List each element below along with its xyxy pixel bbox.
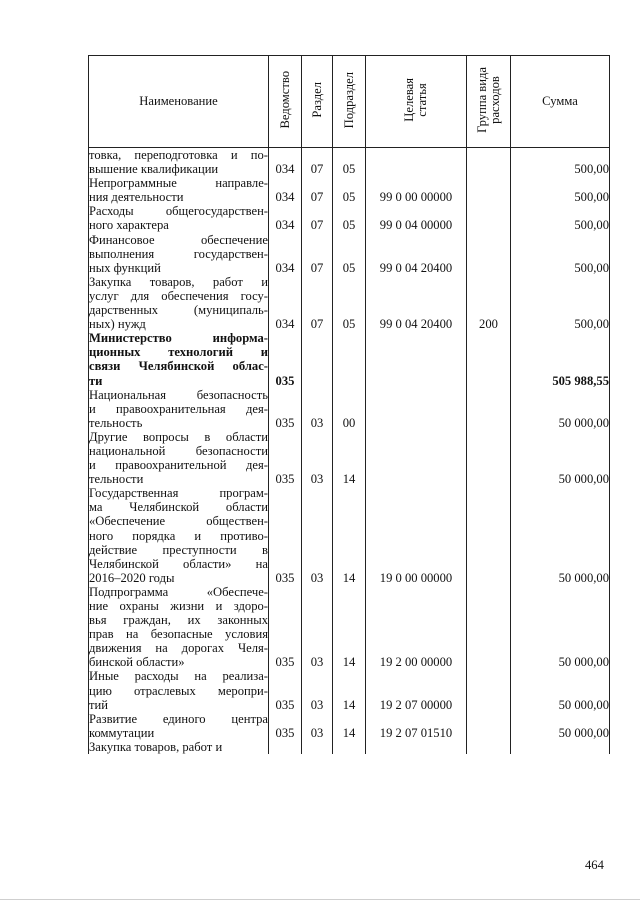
row-gruppa-vida	[467, 430, 511, 486]
header-gruppa-label: Группа вида расходов	[474, 67, 502, 133]
row-name-line: Развитие единого центра	[89, 711, 268, 726]
row-podrazdel: 14	[333, 486, 366, 585]
budget-table	[88, 55, 610, 754]
row-summa: 50 000,00	[511, 430, 610, 486]
table-row	[89, 669, 610, 711]
row-name	[89, 176, 269, 204]
row-razdel: 07	[302, 233, 333, 275]
row-name-line: Государственная програм-	[89, 486, 268, 501]
row-name-line: национальной безопасности	[89, 443, 268, 458]
table-row	[89, 712, 610, 740]
page-number: 464	[585, 858, 604, 872]
row-razdel: 07	[302, 148, 333, 177]
row-name	[89, 712, 269, 740]
row-podrazdel: 14	[333, 430, 366, 486]
row-summa: 505 988,55	[511, 331, 610, 387]
header-name: Наименование	[89, 56, 269, 148]
row-podrazdel: 05	[333, 148, 366, 177]
row-gruppa-vida	[467, 669, 511, 711]
row-celevaya-statya: 99 0 04 20400	[366, 233, 467, 275]
row-name	[89, 148, 269, 177]
header-celevaya-label: Целевая статья	[402, 78, 429, 122]
row-summa: 500,00	[511, 233, 610, 275]
header-vedomstvo-label: Ведомство	[277, 71, 292, 129]
row-name-line: Челябинской области» на	[89, 556, 268, 571]
row-name-line: ма Челябинской области	[89, 500, 268, 515]
row-gruppa-vida	[467, 233, 511, 275]
header-razdel-label: Раздел	[309, 82, 324, 118]
header-vedomstvo	[269, 56, 302, 148]
table-row	[89, 204, 610, 232]
header-razdel	[302, 56, 333, 148]
row-podrazdel: 14	[333, 669, 366, 711]
row-vedomstvo: 035	[269, 486, 302, 585]
row-summa: 50 000,00	[511, 712, 610, 740]
table-row	[89, 486, 610, 585]
row-celevaya-statya	[366, 148, 467, 177]
row-name-line: бинской области»	[89, 655, 185, 670]
row-gruppa-vida	[467, 740, 511, 754]
row-celevaya-statya	[366, 331, 467, 387]
row-vedomstvo: 035	[269, 669, 302, 711]
row-summa	[511, 740, 610, 754]
row-celevaya-statya	[366, 740, 467, 754]
header-gruppa	[467, 56, 511, 148]
row-vedomstvo: 035	[269, 430, 302, 486]
table-row	[89, 740, 610, 754]
header-podrazdel-label: Подраздел	[341, 71, 356, 129]
row-name	[89, 585, 269, 670]
row-razdel: 07	[302, 204, 333, 232]
row-name-line: ных функций	[89, 260, 161, 275]
row-name-line: ных) нужд	[89, 317, 146, 332]
row-razdel: 07	[302, 176, 333, 204]
row-name-line: связи Челябинской облас-	[89, 359, 268, 374]
row-name-line: и правоохранительная дея-	[89, 401, 268, 416]
row-summa: 500,00	[511, 204, 610, 232]
row-podrazdel: 05	[333, 204, 366, 232]
row-name-line: Другие вопросы в области	[89, 429, 268, 444]
row-summa: 500,00	[511, 275, 610, 331]
row-name-line: ти	[89, 373, 103, 388]
row-name-line: Расходы общегосударствен-	[89, 204, 268, 219]
row-podrazdel	[333, 331, 366, 387]
row-name	[89, 740, 269, 754]
row-razdel: 03	[302, 712, 333, 740]
row-podrazdel: 14	[333, 712, 366, 740]
row-razdel: 03	[302, 669, 333, 711]
row-name-line: 2016–2020 годы	[89, 570, 175, 585]
row-celevaya-statya: 19 2 07 01510	[366, 712, 467, 740]
row-celevaya-statya: 99 0 00 00000	[366, 176, 467, 204]
row-name-line: ного порядка и противо-	[89, 528, 268, 543]
row-name	[89, 430, 269, 486]
row-vedomstvo: 035	[269, 712, 302, 740]
row-gruppa-vida	[467, 176, 511, 204]
table-body	[89, 148, 610, 755]
row-summa: 50 000,00	[511, 585, 610, 670]
row-name	[89, 388, 269, 430]
row-vedomstvo: 034	[269, 204, 302, 232]
row-name-line: тельности	[89, 472, 144, 487]
table-row	[89, 148, 610, 177]
row-razdel: 03	[302, 585, 333, 670]
row-gruppa-vida	[467, 204, 511, 232]
row-razdel: 07	[302, 275, 333, 331]
row-name-line: ние охраны жизни и здоро-	[89, 599, 268, 613]
row-name-line: Министерство информа-	[89, 331, 268, 346]
row-name-line: Закупка товаров, работ и	[89, 739, 223, 754]
table-row	[89, 388, 610, 430]
row-podrazdel: 14	[333, 585, 366, 670]
row-podrazdel: 05	[333, 233, 366, 275]
table-row	[89, 176, 610, 204]
row-name	[89, 331, 269, 387]
row-celevaya-statya: 19 2 07 00000	[366, 669, 467, 711]
table-row	[89, 430, 610, 486]
row-name-line: вышение квалификации	[89, 162, 219, 177]
row-vedomstvo: 034	[269, 176, 302, 204]
header-celevaya	[366, 56, 467, 148]
row-name-line: «Обеспечение обществен-	[89, 514, 268, 529]
row-name-line: коммутации	[89, 725, 155, 740]
bottom-divider	[0, 899, 640, 900]
row-gruppa-vida	[467, 712, 511, 740]
row-name-line: дарственных (муниципаль-	[89, 303, 268, 318]
row-celevaya-statya: 19 2 00 00000	[366, 585, 467, 670]
row-summa: 50 000,00	[511, 388, 610, 430]
row-name-line: Финансовое обеспечение	[89, 232, 268, 247]
row-name-line: Национальная безопасность	[89, 387, 268, 402]
row-celevaya-statya: 99 0 04 20400	[366, 275, 467, 331]
row-gruppa-vida	[467, 331, 511, 387]
row-podrazdel: 05	[333, 176, 366, 204]
row-summa: 50 000,00	[511, 669, 610, 711]
row-name-line: ния деятельности	[89, 190, 184, 205]
row-vedomstvo: 035	[269, 585, 302, 670]
row-name-line: услуг для обеспечения госу-	[89, 288, 268, 303]
row-name-line: цию отраслевых меропри-	[89, 683, 268, 698]
row-name-line: тельность	[89, 415, 143, 430]
row-name-line: Закупка товаров, работ и	[89, 274, 268, 289]
row-name-line: ционных технологий и	[89, 345, 268, 360]
row-gruppa-vida	[467, 388, 511, 430]
row-name	[89, 669, 269, 711]
row-gruppa-vida	[467, 148, 511, 177]
row-podrazdel: 05	[333, 275, 366, 331]
row-name	[89, 486, 269, 585]
row-podrazdel	[333, 740, 366, 754]
table-row	[89, 585, 610, 670]
row-name-line: Подпрограмма «Обеспече-	[89, 584, 268, 599]
row-name-line: движения на дорогах Челя-	[89, 641, 268, 656]
header-podrazdel	[333, 56, 366, 148]
table-row	[89, 233, 610, 275]
row-razdel	[302, 740, 333, 754]
row-summa: 500,00	[511, 148, 610, 177]
row-razdel: 03	[302, 388, 333, 430]
row-vedomstvo: 034	[269, 275, 302, 331]
row-gruppa-vida	[467, 486, 511, 585]
row-name-line: и правоохранительной дея-	[89, 458, 268, 473]
row-celevaya-statya: 99 0 04 00000	[366, 204, 467, 232]
row-name-line: тий	[89, 697, 108, 712]
row-name	[89, 233, 269, 275]
row-name-line: выполнения государствен-	[89, 246, 268, 261]
row-vedomstvo: 035	[269, 388, 302, 430]
row-razdel: 03	[302, 430, 333, 486]
row-celevaya-statya	[366, 388, 467, 430]
row-celevaya-statya	[366, 430, 467, 486]
row-name-line: вья граждан, их законных	[89, 613, 268, 628]
row-name-line: действие преступности в	[89, 542, 268, 557]
row-name-line: ного характера	[89, 218, 169, 233]
row-name	[89, 275, 269, 331]
table-row	[89, 331, 610, 387]
row-celevaya-statya: 19 0 00 00000	[366, 486, 467, 585]
row-summa: 50 000,00	[511, 486, 610, 585]
row-name-line: товка, переподготовка и по-	[89, 148, 268, 162]
table-row	[89, 275, 610, 331]
row-vedomstvo: 035	[269, 331, 302, 387]
header-summa: Сумма	[511, 56, 610, 148]
row-gruppa-vida: 200	[467, 275, 511, 331]
row-gruppa-vida	[467, 585, 511, 670]
row-summa: 500,00	[511, 176, 610, 204]
row-vedomstvo	[269, 740, 302, 754]
row-podrazdel: 00	[333, 388, 366, 430]
row-name-line: Иные расходы на реализа-	[89, 669, 268, 684]
row-razdel	[302, 331, 333, 387]
row-name	[89, 204, 269, 232]
table-header-row	[89, 56, 610, 148]
row-name-line: Непрограммные направле-	[89, 176, 268, 191]
row-vedomstvo: 034	[269, 233, 302, 275]
row-razdel: 03	[302, 486, 333, 585]
row-vedomstvo: 034	[269, 148, 302, 177]
row-name-line: прав на безопасные условия	[89, 627, 268, 642]
